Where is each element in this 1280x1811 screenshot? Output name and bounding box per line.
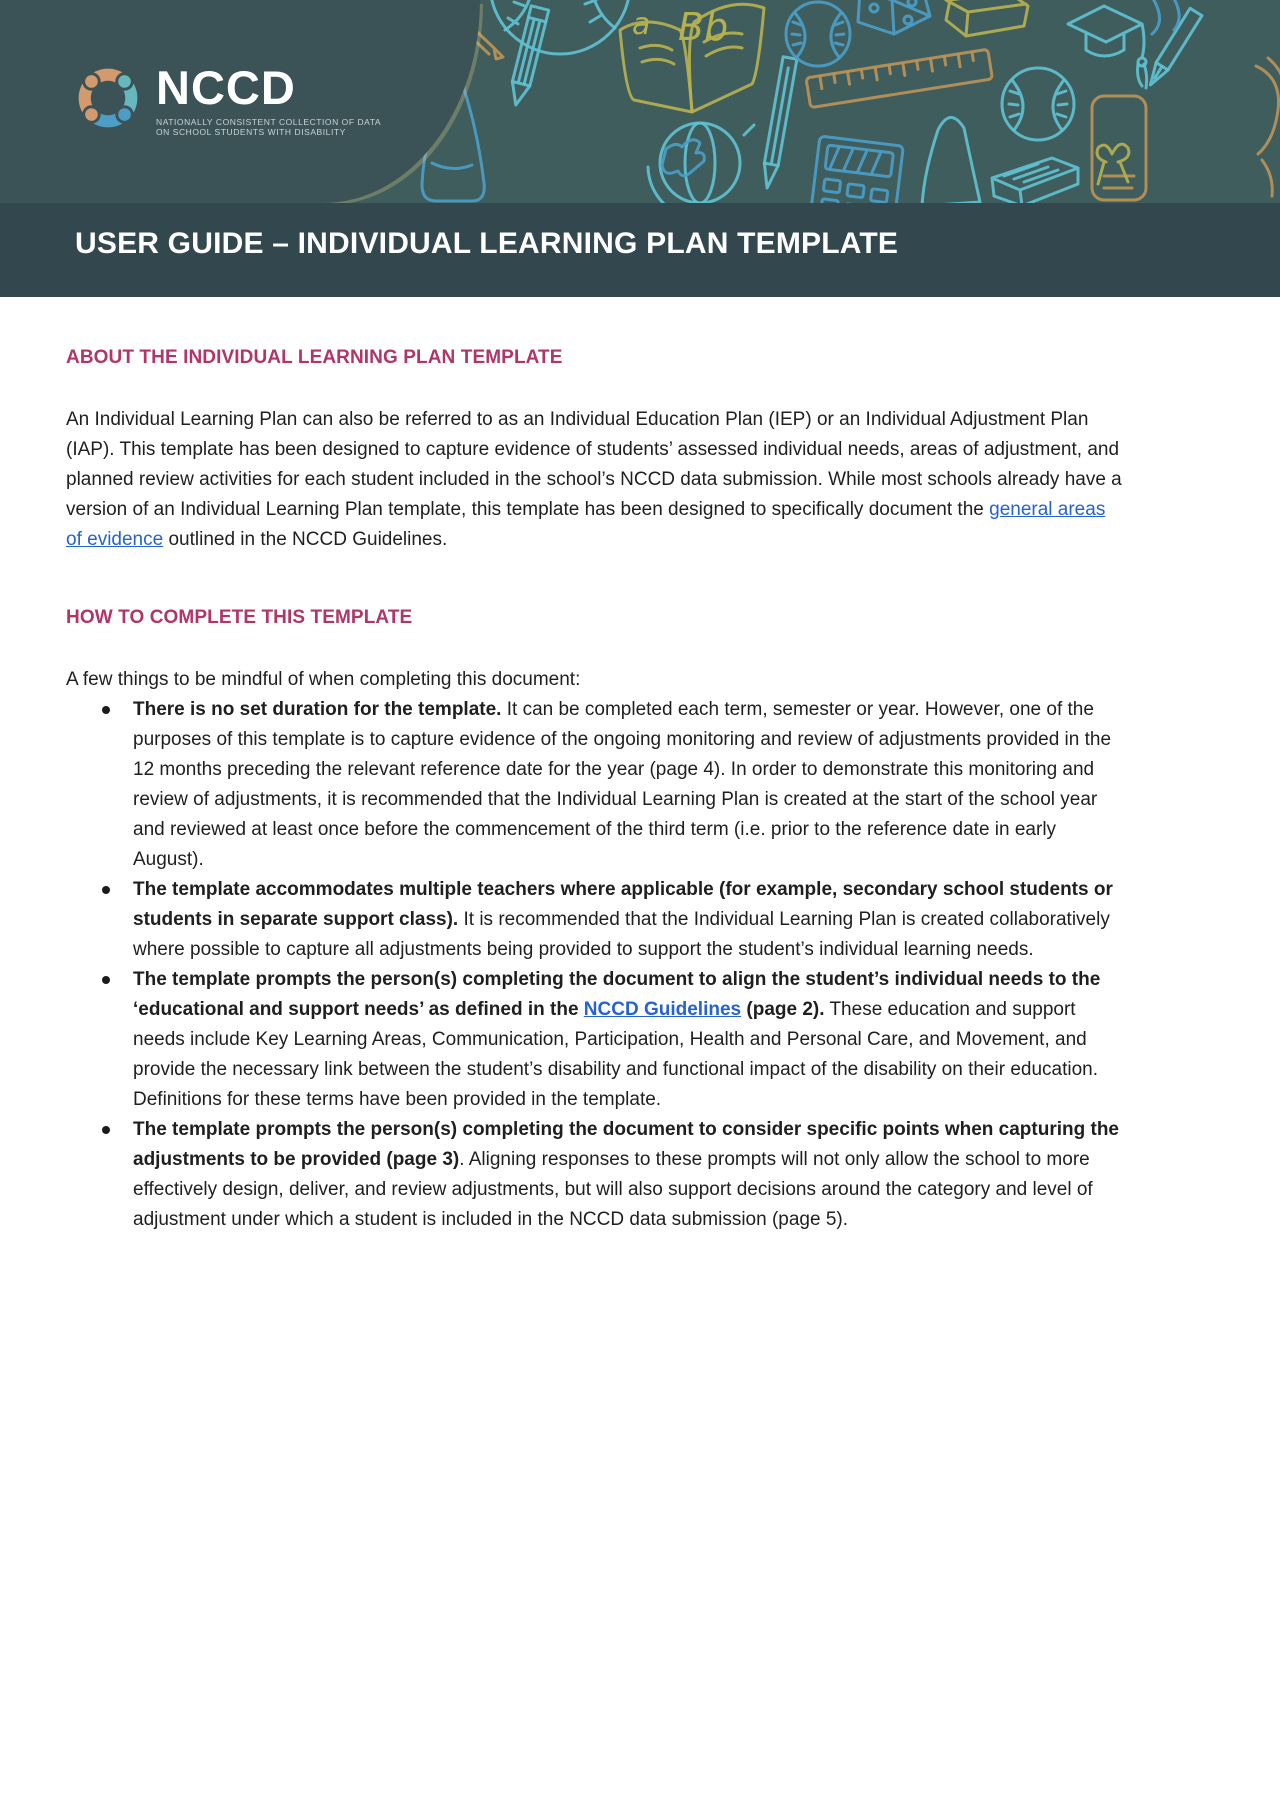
logo-tagline <box>156 117 381 137</box>
book-letters-bb: Bb <box>678 5 729 49</box>
text-segment: These education and support needs include Key Learning Areas, Communication, Participation, Health and Personal Care, and Movement, and provide the necessary link between the student’s disability and functional impact of the disability on their education. Definitions for these terms have been provided in the template. <box>133 999 1099 1110</box>
text-segment: . Aligning responses to these prompts will not only allow the school to more effectively design, deliver, and review adjustments, but will also support decisions around the category and level of adjustment under which a student is included in the NCCD data submission (page 5). <box>133 1149 1093 1230</box>
logo-acronym: NCCD <box>156 61 296 114</box>
how-to-intro: A few things to be mindful of when completing this document: <box>66 669 581 690</box>
text-segment: (page 2). <box>741 999 825 1020</box>
inline-link[interactable]: general areas of evidence <box>66 499 1106 550</box>
document-body <box>0 297 1280 1235</box>
title-band <box>0 203 1280 297</box>
text-segment: outlined in the NCCD Guidelines. <box>163 529 448 550</box>
nccd-logo-icon <box>73 63 143 133</box>
header-banner <box>0 0 1280 203</box>
list-item <box>66 1115 1124 1235</box>
text-segment: The template prompts the person(s) completing the document to align the student’s individual needs to the ‘educational and support needs’ as defined in the <box>133 969 1101 1020</box>
list-item <box>66 695 1124 875</box>
text-segment: There is no set duration for the template. <box>133 699 502 720</box>
page-title: USER GUIDE – INDIVIDUAL LEARNING PLAN TEMPLATE <box>75 227 899 260</box>
text-segment: The template accommodates multiple teachers where applicable (for example, secondary school students or students in separate support class). <box>133 879 1113 930</box>
text-segment: It is recommended that the Individual Learning Plan is created collaboratively where possible to capture all adjustments being provided to support the student’s individual learning needs. <box>133 909 1110 960</box>
nccd-logo <box>73 63 381 137</box>
text-segment: The template prompts the person(s) completing the document to consider specific points when capturing the adjustments to be provided (page 3) <box>133 1119 1119 1170</box>
text-segment: It can be completed each term, semester or year. However, one of the purposes of this template is to capture evidence of the ongoing monitoring and review of adjustments provided in the 12 months preceding the relevant reference date for the year (page 4). In order to demonstrate this monitoring and review of adjustments, it is recommended that the Individual Learning Plan is created at the start of the school year and reviewed at least once before the commencement of the third term (i.e. prior to the reference date in early August). <box>133 699 1112 870</box>
list-item <box>66 875 1124 965</box>
text-segment: An Individual Learning Plan can also be referred to as an Individual Education Plan (IEP) or an Individual Adjustment Plan (IAP). This template has been designed to capture evidence of students’ assessed individual needs, areas of adjustment, and planned review activities for each student included in the school’s NCCD data submission. While most schools already have a version of an Individual Learning Plan template, this template has been designed to specifically document the <box>66 409 1122 520</box>
list-item <box>66 965 1124 1115</box>
book-letter-a: a <box>632 7 651 42</box>
logo-text <box>156 63 381 137</box>
inline-link[interactable]: NCCD Guidelines <box>583 999 742 1020</box>
about-paragraph <box>66 405 1124 555</box>
how-to-bullet-list <box>66 695 1124 1235</box>
section-heading-how-to: HOW TO COMPLETE THIS TEMPLATE <box>66 607 413 628</box>
logo-tagline-line2: ON SCHOOL STUDENTS WITH DISABILITY <box>156 127 346 137</box>
section-heading-about: ABOUT THE INDIVIDUAL LEARNING PLAN TEMPLATE <box>66 347 563 368</box>
logo-tagline-line1: NATIONALLY CONSISTENT COLLECTION OF DATA <box>156 117 382 127</box>
